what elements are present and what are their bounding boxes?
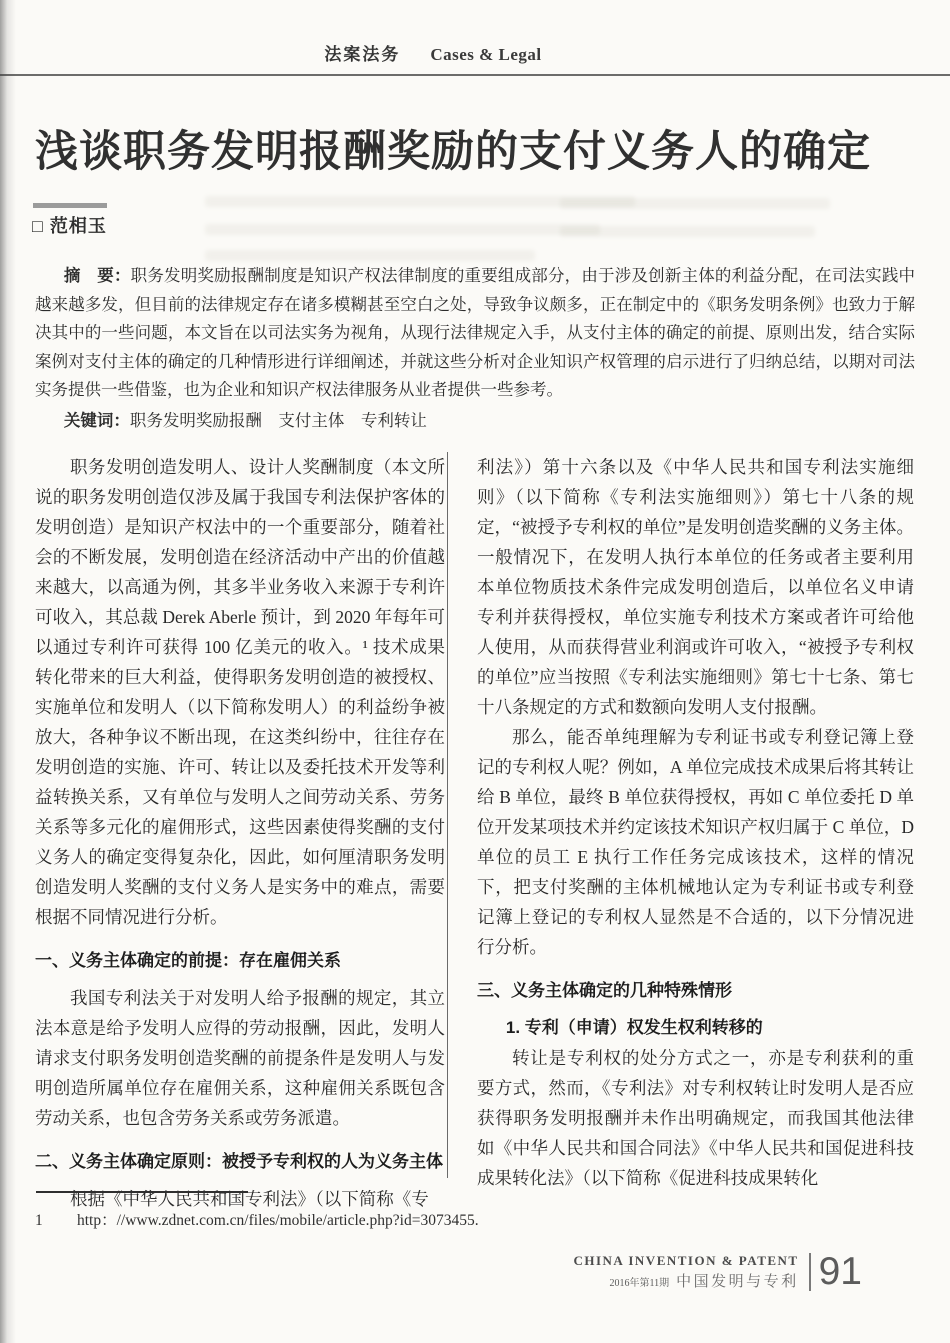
header-rule: [0, 74, 950, 76]
author-bar: [33, 203, 107, 208]
sub-heading: 1. 专利（申请）权发生权利转移的: [505, 1018, 763, 1037]
bleedthrough-artifact: [560, 198, 830, 209]
right-column: [477, 452, 914, 1214]
abstract-paragraph: [35, 262, 915, 405]
scan-edge-shadow: [0, 0, 16, 1343]
bleedthrough-artifact: [205, 224, 600, 235]
body-paragraph: 利法》）第十六条以及《中华人民共和国专利法实施细则》（以下简称《专利法实施细则》）第七十八条的规定，“被授予专利权的单位”是发明创造奖酬的义务主体。一般情况下，在发明人执行本单位的任务或者主要利用本单位物质技术条件完成发明创造后，以单位名义申请专利并获得授权，单位实施专利技术方案或者许可给他人使用，从而获得营业利润或许可收入，“被授予专利权的单位”应当按照《专利法实施细则》第七十七条、第七十八条规定的方式和数额向发明人支付报酬。: [477, 457, 914, 717]
section-heading: 一、义务主体确定的前提：存在雇佣关系: [35, 951, 341, 970]
page-number: 91: [818, 1250, 862, 1293]
keywords-label: 关键词：: [63, 410, 130, 430]
section-name-cn: 法案法务: [324, 45, 401, 64]
left-column: [35, 452, 445, 1214]
journal-info: [573, 1253, 798, 1291]
body-paragraph: 那么，能否单纯理解为专利证书或专利登记簿上登记的专利权人呢？例如，A 单位完成技术成果后将其转让给 B 单位，最终 B 单位获得授权，再如 C 单位委托 D 单位开发某项技术并约定该技术知识产权归属于 C 单位，D 单位的员工 E 执行工作任务完成该技术，这样的情况下，把支付奖酬的主体机械地认定为专利证书或专利登记簿上登记的专利权人显然是不合适的，以下分情况进行分析。: [477, 727, 914, 957]
section-heading: 二、义务主体确定原则：被授予专利权的人为义务主体: [35, 1152, 443, 1171]
author-name: □ 范相玉: [32, 216, 107, 236]
abstract-label: 摘 要：: [63, 266, 131, 285]
keywords-line: [35, 407, 915, 436]
journal-issue-line: [573, 1270, 798, 1291]
section-name-en: Cases & Legal: [430, 45, 542, 64]
bleedthrough-artifact: [560, 226, 815, 237]
keywords-text: 职务发明奖励报酬 支付主体 专利转让: [129, 410, 427, 430]
article-body: [35, 452, 914, 1214]
footnote-text: http：//www.zdnet.com.cn/files/mobile/article.php?id=3073455.: [77, 1212, 479, 1229]
bleedthrough-artifact: [205, 250, 535, 261]
journal-name-en: CHINA INVENTION & PATENT: [573, 1253, 799, 1268]
body-paragraph: 我国专利法关于对发明人给予报酬的规定，其立法本意是给予发明人应得的劳动报酬，因此，发明人请求支付职务发明创造奖酬的前提条件是发明人与发明创造所属单位存在雇佣关系，这种雇佣关系既包含劳动关系，也包含劳务关系或劳务派遣。: [35, 988, 445, 1128]
issue-info: 2016年第11期: [609, 1278, 670, 1289]
body-paragraph: 职务发明创造发明人、设计人奖酬制度（本文所说的职务发明创造仅涉及属于我国专利法保护客体的发明创造）是知识产权法中的一个重要部分，随着社会的不断发展，发明创造在经济活动中产出的价值越来越大，以高通为例，其多半业务收入来源于专利许可收入，其总裁 Derek Aberle 预计，到 2020 年每年可以通过专利许可获得 100 亿美元的收入。¹ 技术成果转化带来的巨大利益，使得职务发明创造的被授权、实施单位和发明人（以下简称发明人）的利益纷争被放大，各种争议不断出现，在这类纠纷中，往往存在发明创造的实施、许可、转让以及委托技术开发等利益转换关系，又有单位与发明人之间劳动关系、劳务关系等多元化的雇佣形式，这些因素使得奖酬的支付义务人的确定变得复杂化，因此，如何厘清职务发明创造发明人奖酬的支付义务人是实务中的难点，需要根据不同情况进行分析。: [35, 457, 445, 927]
footnote: [35, 1208, 479, 1230]
journal-name-cn: 中国发明与专利: [676, 1274, 799, 1290]
footnote-number: 1: [35, 1212, 43, 1229]
footnote-rule: [36, 1191, 248, 1193]
section-heading: 三、义务主体确定的几种特殊情形: [477, 981, 732, 1000]
abstract-text: 职务发明奖励报酬制度是知识产权法律制度的重要组成部分，由于涉及创新主体的利益分配，在司法实践中越来越多发，但目前的法律规定存在诸多模糊甚至空白之处，导致争议颇多，正在制定中的《职务发明条例》也致力于解决其中的一些问题，本文旨在以司法实务为视角，从现行法律规定入手，从支付主体的确定的前提、原则出发，结合实际案例对支付主体的确定的几种情形进行详细阐述，并就这些分析对企业知识产权管理的启示进行了归纳总结，以期对司法实务提供一些借鉴，也为企业和知识产权法律服务从业者提供一些参考。: [35, 266, 916, 399]
column-divider: [447, 452, 448, 1178]
abstract-block: [35, 262, 915, 435]
page-footer: [573, 1250, 862, 1293]
footer-divider: [809, 1253, 811, 1291]
body-paragraph: 转让是专利权的处分方式之一，亦是专利获利的重要方式，然而，《专利法》对专利权转让时发明人是否应获得职务发明报酬并未作出明确规定，而我国其他法律如《中华人民共和国合同法》《中华人民共和国促进科技成果转化法》（以下简称《促进科技成果转化: [477, 1048, 914, 1188]
page-header: [0, 40, 950, 65]
body-paragraph: 根据《中华人民共和国专利法》（以下简称《专: [70, 1189, 429, 1209]
bleedthrough-artifact: [205, 196, 635, 207]
article-title: 浅谈职务发明报酬奖励的支付义务人的确定: [35, 129, 871, 176]
